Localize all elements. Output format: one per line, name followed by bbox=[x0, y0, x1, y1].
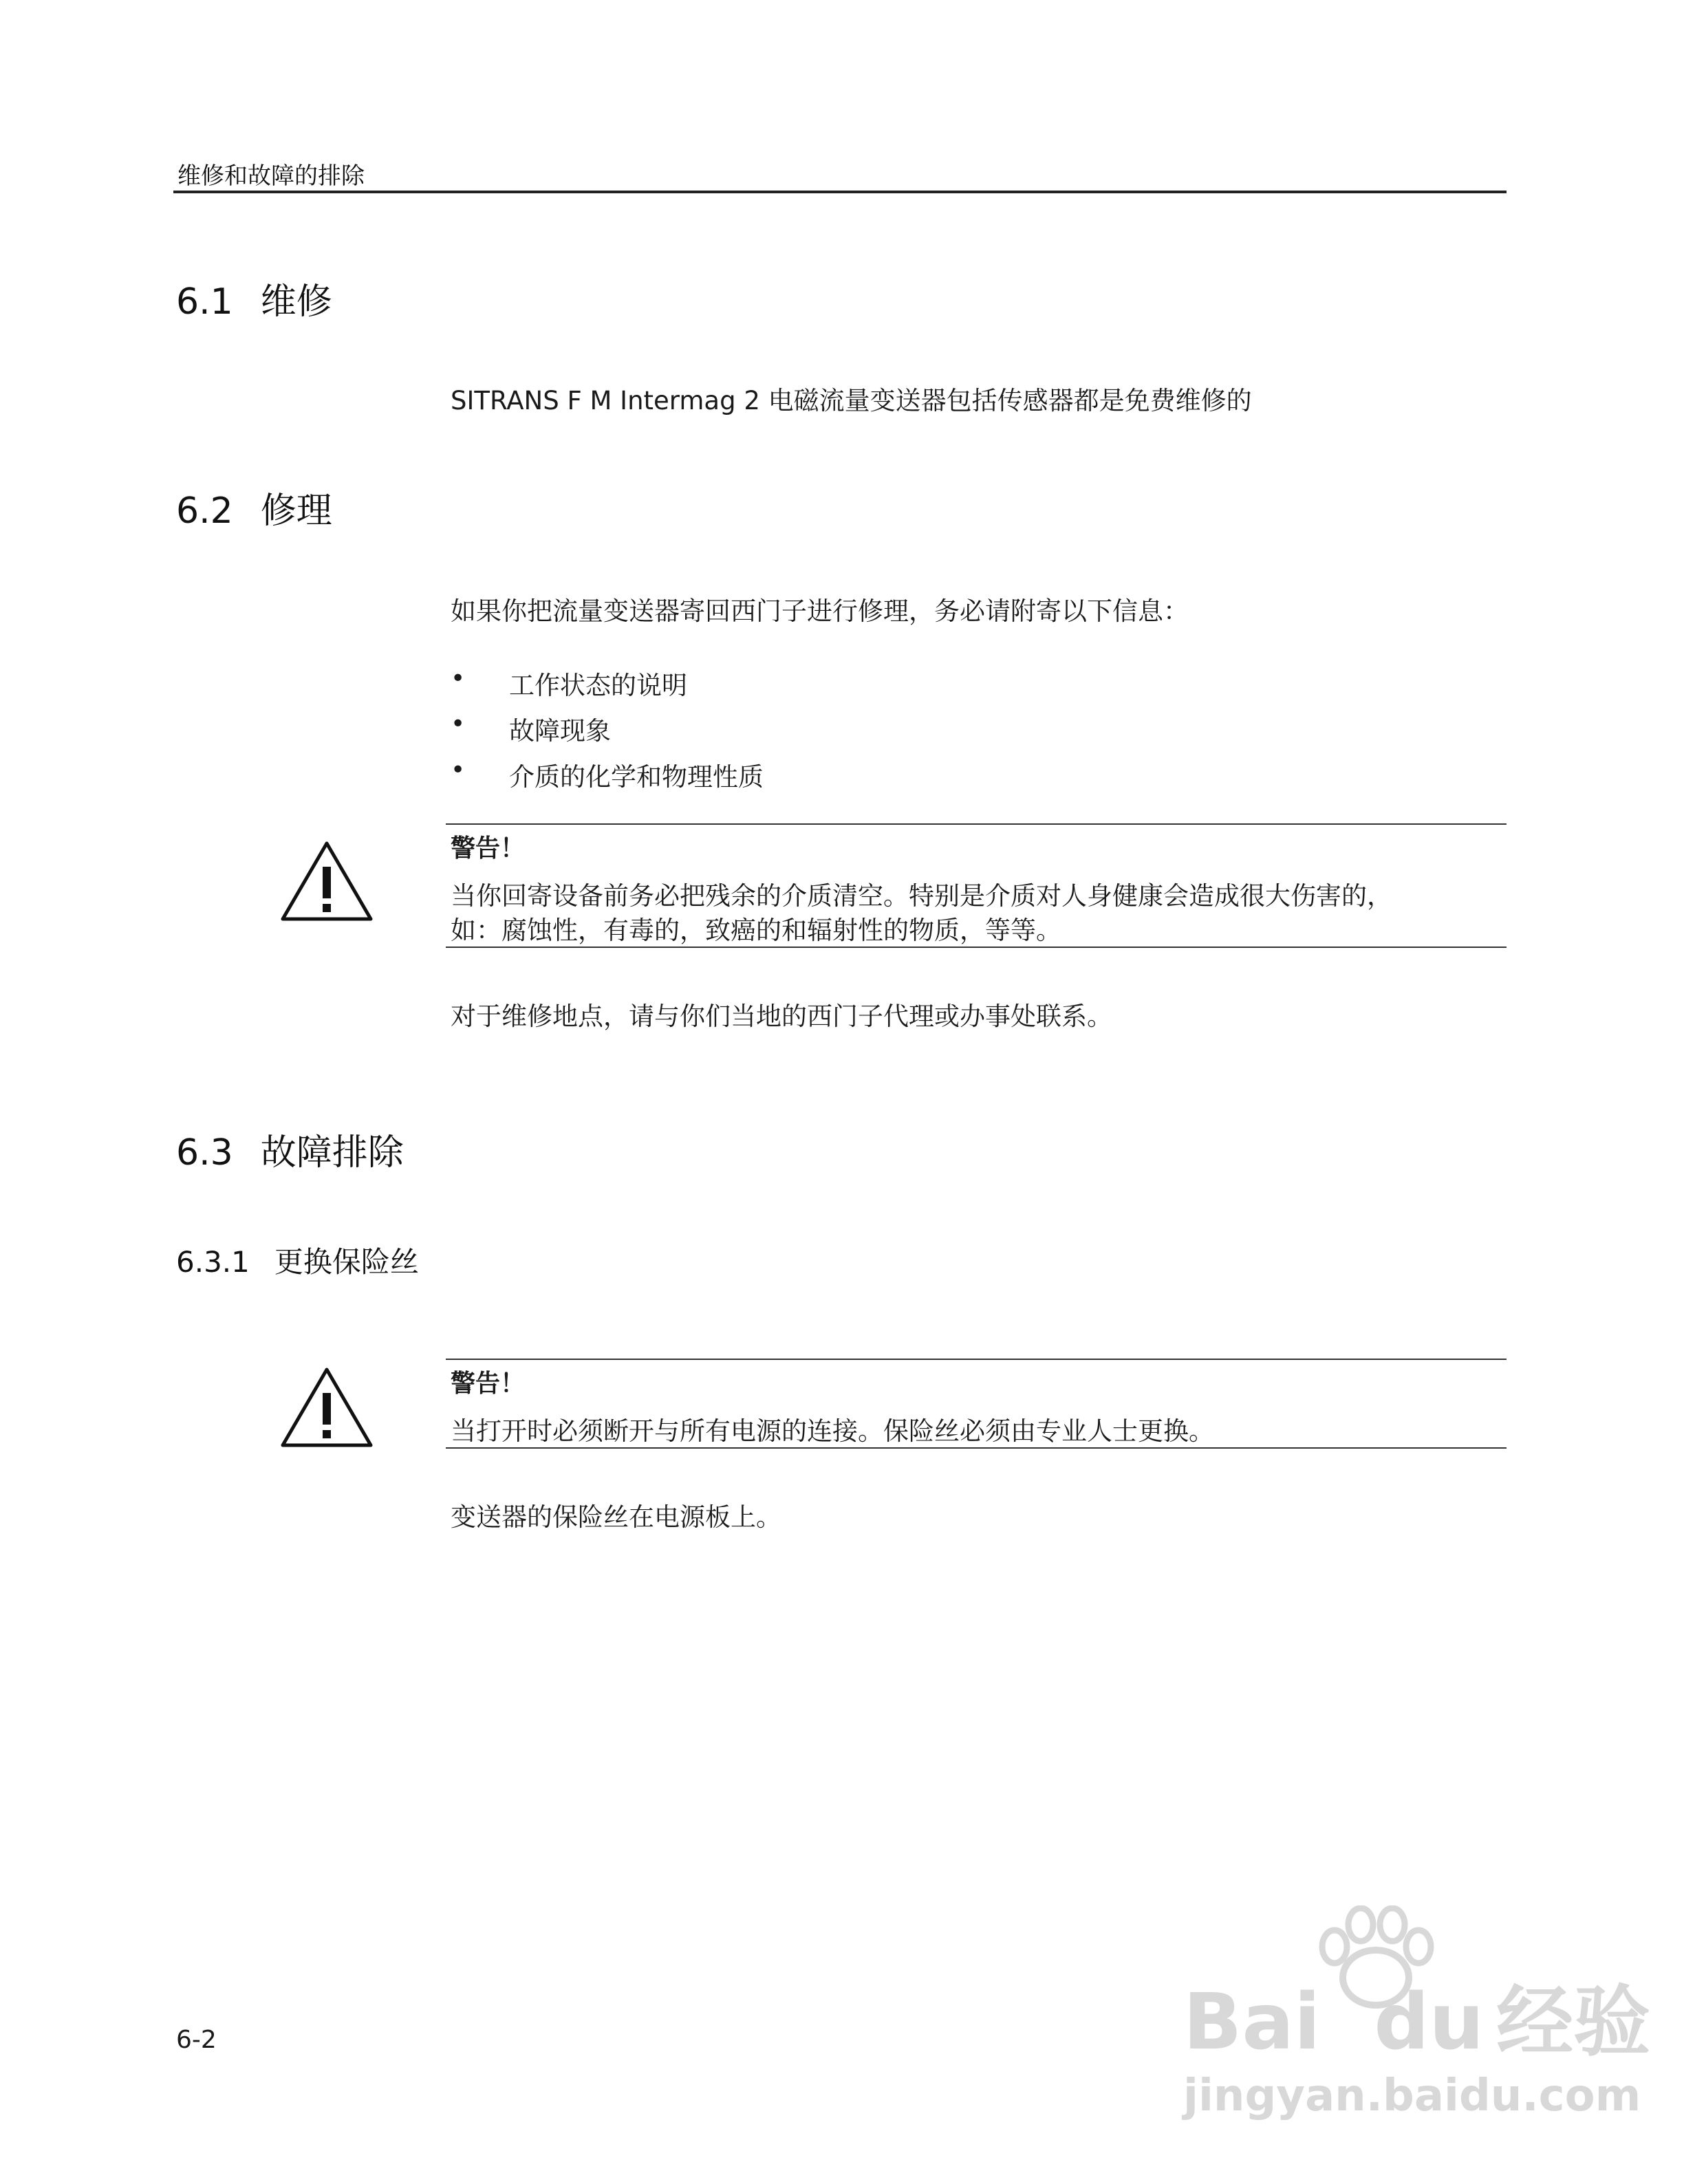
section-6-2-heading bbox=[176, 482, 332, 533]
warning-bottom-rule bbox=[446, 1447, 1507, 1449]
bullet-dot: • bbox=[451, 664, 466, 693]
bullet-dot: • bbox=[451, 710, 466, 738]
section-title: 修理 bbox=[260, 490, 332, 532]
warning-text-line: 如：腐蚀性，有毒的，致癌的和辐射性的物质，等等。 bbox=[451, 916, 1061, 945]
warning-title: 警告！ bbox=[451, 834, 526, 863]
list-item: 工作状态的说明 bbox=[509, 671, 687, 700]
warning-top-rule bbox=[446, 1359, 1507, 1360]
section-6-3-1-heading bbox=[176, 1240, 419, 1281]
page-number: 6-2 bbox=[176, 2026, 217, 2054]
section-title: 维修 bbox=[260, 281, 332, 323]
section-6-1-heading bbox=[176, 272, 332, 324]
section-6-1-body: SITRANS F M Intermag 2 电磁流量变送器包括传感器都是免费维修的 bbox=[451, 386, 1252, 415]
section-6-2-closing: 对于维修地点，请与你们当地的西门子代理或办事处联系。 bbox=[451, 1002, 1112, 1031]
header-divider bbox=[173, 191, 1507, 193]
watermark-brand-cn: 经验 bbox=[1496, 1978, 1651, 2067]
warning-top-rule bbox=[446, 823, 1507, 825]
warning-triangle-icon bbox=[279, 1365, 375, 1449]
section-6-2-intro: 如果你把流量变送器寄回西门子进行修理，务必请附寄以下信息： bbox=[451, 596, 1189, 626]
warning-text-line: 当你回寄设备前务必把残余的介质清空。特别是介质对人身健康会造成很大伤害的， bbox=[451, 881, 1392, 911]
bullet-dot: • bbox=[451, 756, 466, 784]
section-6-3-1-body: 变送器的保险丝在电源板上。 bbox=[451, 1502, 781, 1532]
warning-title: 警告！ bbox=[451, 1370, 526, 1398]
section-title: 故障排除 bbox=[260, 1132, 404, 1174]
running-header: 维修和故障的排除 bbox=[177, 162, 365, 190]
subsection-number: 6.3.1 bbox=[176, 1245, 250, 1279]
section-6-3-heading bbox=[176, 1123, 404, 1175]
warning-bottom-rule bbox=[446, 947, 1507, 948]
watermark-brand bbox=[1183, 1960, 1650, 2071]
section-number: 6.1 bbox=[176, 281, 233, 323]
section-number: 6.2 bbox=[176, 490, 233, 532]
subsection-title: 更换保险丝 bbox=[274, 1245, 419, 1279]
warning-text-line: 当打开时必须断开与所有电源的连接。保险丝必须由专业人士更换。 bbox=[451, 1416, 1214, 1446]
section-number: 6.3 bbox=[176, 1132, 233, 1174]
list-item: 故障现象 bbox=[509, 716, 611, 746]
watermark-url: jingyan.baidu.com bbox=[1183, 2071, 1641, 2121]
watermark-brand-part: du bbox=[1374, 1978, 1485, 2067]
warning-triangle-icon bbox=[279, 839, 375, 923]
watermark-brand-part: Bai bbox=[1183, 1978, 1321, 2067]
list-item: 介质的化学和物理性质 bbox=[509, 762, 764, 792]
